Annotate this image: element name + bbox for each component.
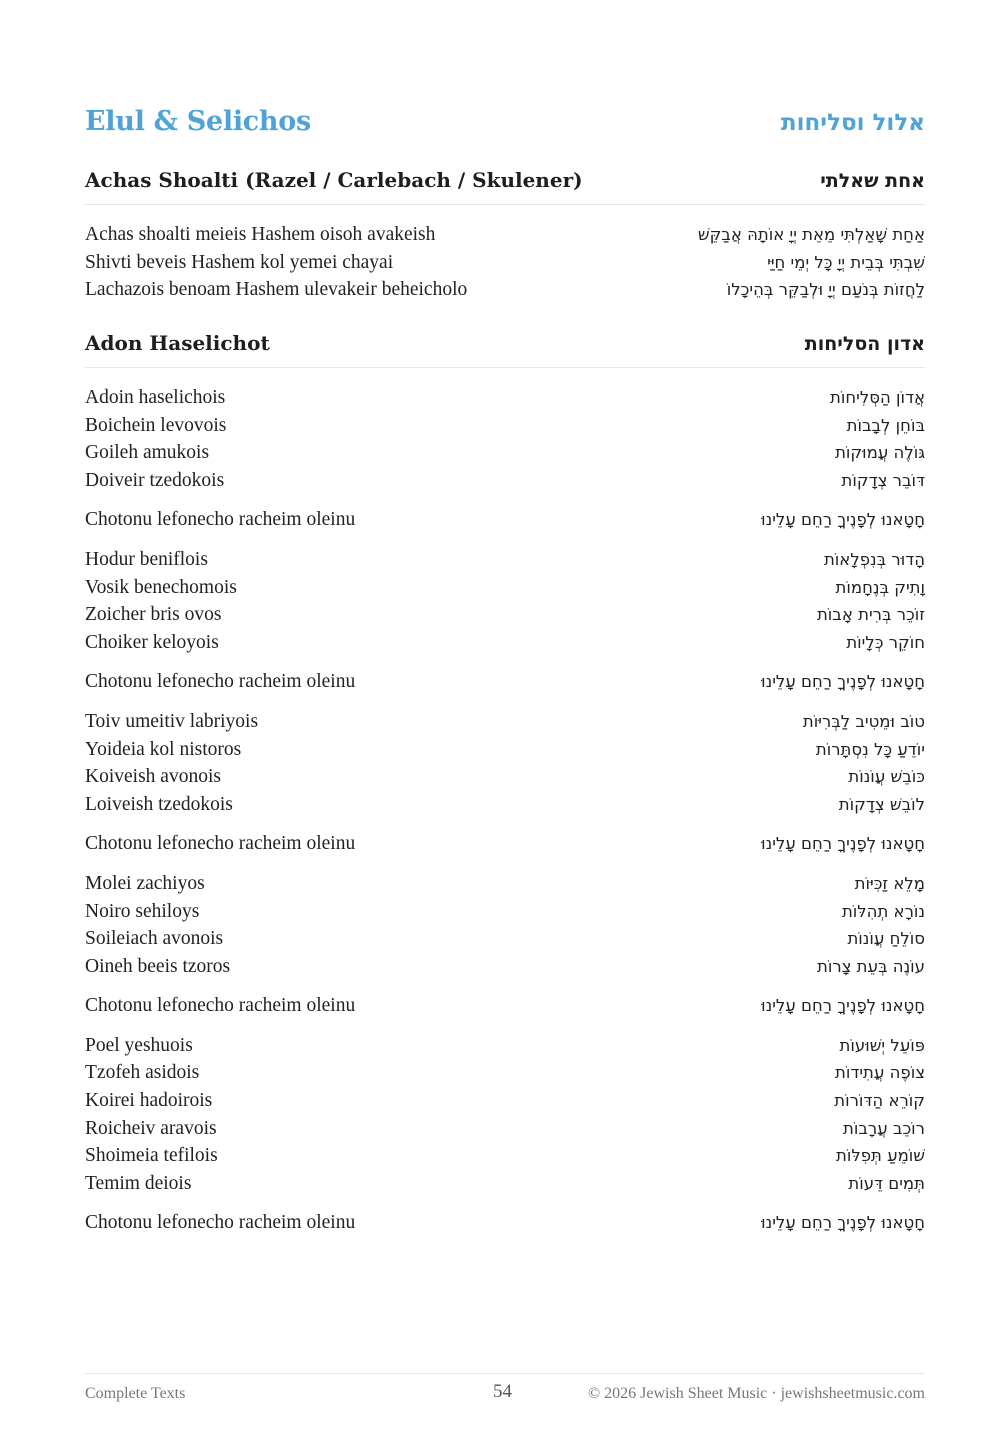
lyric-transliteration: Choiker keloyois	[85, 631, 219, 653]
lyric-transliteration: Chotonu lefonecho racheim oleinu	[85, 833, 356, 855]
stanza	[85, 384, 925, 494]
lyric-hebrew: חוֹקֵר כְּלָיוֹת	[846, 632, 925, 652]
lyric-hebrew: הָדוּר בְּנִפְלָאוֹת	[823, 549, 925, 569]
page-header	[85, 106, 925, 146]
lyric-hebrew: חָטָאנוּ לְפָנֶיךָ רַחֵם עָלֵינוּ	[761, 834, 925, 854]
lyric-hebrew: וָתִיק בְּנֶחָמוֹת	[835, 577, 925, 597]
page-footer	[85, 1373, 925, 1414]
lyric-transliteration: Koiveish avonois	[85, 766, 221, 788]
lyric-hebrew: אַחַת שָׁאַלְתִּי מֵאֵת יְיָ אוֹתָהּ אֲבַקֵּשׁ	[697, 225, 925, 244]
lyric-hebrew: נוֹרָא תְהִלּוֹת	[841, 901, 925, 921]
lyric-line	[85, 439, 925, 467]
lyric-line	[85, 1170, 925, 1198]
lyric-transliteration: Roicheiv aravois	[85, 1117, 217, 1139]
lyric-line	[85, 870, 925, 898]
lyric-line	[85, 601, 925, 629]
lyric-transliteration: Poel yeshuois	[85, 1034, 193, 1056]
lyric-hebrew: שִׁבְתִּי בְּבֵית יְיָ כָּל יְמֵי חַיַּי	[767, 252, 925, 272]
lyric-transliteration: Hodur beniflois	[85, 548, 208, 570]
lyric-hebrew: עוֹנֶה בְּעֵת צָרוֹת	[816, 956, 925, 976]
lyric-line	[85, 384, 925, 412]
lyric-transliteration: Toiv umeitiv labriyois	[85, 710, 259, 732]
song-title-english: Adon Haselichot	[85, 331, 270, 355]
lyric-hebrew: תְּמִים דֵּעוֹת	[848, 1173, 925, 1193]
lyric-line	[85, 1087, 925, 1115]
stanza	[85, 546, 925, 656]
song-header	[85, 331, 925, 368]
lyric-hebrew: גּוֹלֶה עֲמוּקוֹת	[835, 443, 925, 463]
song-title-english: Achas Shoalti (Razel / Carlebach / Skulener)	[85, 168, 583, 192]
song-title-hebrew: אדון הסליחות	[804, 333, 925, 355]
lyric-transliteration: Shoimeia tefilois	[85, 1145, 218, 1167]
song-adon-haselichot	[85, 331, 925, 1237]
lyric-hebrew: רוֹכֵב עֲרָבוֹת	[842, 1118, 925, 1138]
lyric-hebrew: זוֹכֵר בְּרִית אָבוֹת	[816, 605, 925, 625]
stanza	[85, 870, 925, 980]
lyric-line	[85, 791, 925, 819]
lyric-line	[85, 668, 925, 696]
stanza	[85, 708, 925, 818]
lyric-transliteration: Zoicher bris ovos	[85, 604, 222, 626]
lyric-hebrew: סוֹלֵחַ עֲוֹנוֹת	[847, 929, 925, 949]
lyric-line	[85, 221, 925, 249]
lyric-transliteration: Yoideia kol nistoros	[85, 738, 242, 760]
lyric-transliteration: Temim deiois	[85, 1172, 192, 1194]
lyric-transliteration: Vosik benechomois	[85, 576, 237, 598]
lyric-hebrew: אֲדוֹן הַסְּלִיחוֹת	[830, 388, 925, 407]
lyric-transliteration: Tzofeh asidois	[85, 1062, 200, 1084]
lyric-hebrew: יוֹדֵעַ כָּל נִסְתָּרוֹת	[815, 739, 925, 759]
page-title-hebrew: אלול וסליחות	[780, 110, 925, 136]
stanza	[85, 1032, 925, 1198]
lyric-line	[85, 276, 925, 304]
lyric-hebrew: חָטָאנוּ לְפָנֶיךָ רַחֵם עָלֵינוּ	[761, 996, 925, 1016]
lyric-line	[85, 830, 925, 858]
lyric-hebrew: חָטָאנוּ לְפָנֶיךָ רַחֵם עָלֵינוּ	[761, 672, 925, 692]
lyric-line	[85, 1032, 925, 1060]
stanza	[85, 221, 925, 304]
lyric-line	[85, 736, 925, 764]
lyric-line	[85, 467, 925, 495]
lyric-hebrew: חָטָאנוּ לְפָנֶיךָ רַחֵם עָלֵינוּ	[761, 510, 925, 530]
lyric-transliteration: Chotonu lefonecho racheim oleinu	[85, 671, 356, 693]
song-achas-shoalti	[85, 168, 925, 304]
lyric-hebrew: טוֹב וּמֵטִיב לַבְּרִיּוֹת	[802, 711, 925, 731]
lyric-line	[85, 546, 925, 574]
lyric-line	[85, 763, 925, 791]
page-number: 54	[493, 1381, 512, 1402]
song-header	[85, 168, 925, 205]
lyric-line	[85, 992, 925, 1020]
lyric-line	[85, 953, 925, 981]
lyric-line	[85, 506, 925, 534]
lyric-hebrew: שׁוֹמֵעַ תְּפִלּוֹת	[836, 1146, 925, 1166]
lyric-line	[85, 629, 925, 657]
lyric-transliteration: Soileiach avonois	[85, 928, 224, 950]
lyric-transliteration: Shivti beveis Hashem kol yemei chayai	[85, 251, 394, 273]
lyric-line	[85, 574, 925, 602]
lyric-hebrew: לַחֲזוֹת בְּנֹעַם יְיָ וּלְבַקֵּר בְּהֵיכָלוֹ	[726, 280, 925, 300]
lyric-hebrew: לוֹבֵשׁ צְדָקוֹת	[838, 794, 925, 814]
lyric-hebrew: מָלֵא זַכִּיּוֹת	[854, 873, 925, 893]
refrain	[85, 830, 925, 858]
lyric-hebrew: חָטָאנוּ לְפָנֶיךָ רַחֵם עָלֵינוּ	[761, 1213, 925, 1233]
lyric-transliteration: Chotonu lefonecho racheim oleinu	[85, 995, 356, 1017]
lyric-transliteration: Noiro sehiloys	[85, 900, 200, 922]
lyric-hebrew: קוֹרֵא הַדּוֹרוֹת	[834, 1091, 925, 1111]
lyric-line	[85, 249, 925, 277]
lyric-transliteration: Lachazois benoam Hashem ulevakeir beheicholo	[85, 279, 468, 301]
footer-copyright: © 2026 Jewish Sheet Music · jewishsheetmusic.com	[588, 1385, 925, 1402]
lyric-transliteration: Koirei hadoirois	[85, 1090, 213, 1112]
lyric-transliteration: Adoin haselichois	[85, 387, 226, 408]
lyric-hebrew: בּוֹחֵן לְבָבוֹת	[846, 415, 925, 435]
lyric-hebrew: דּוֹבֵר צְדָקוֹת	[841, 470, 925, 490]
refrain	[85, 506, 925, 534]
song-title-hebrew: אחת שאלתי	[820, 170, 925, 192]
refrain	[85, 1209, 925, 1237]
lyric-transliteration: Chotonu lefonecho racheim oleinu	[85, 509, 356, 531]
lyric-hebrew: פּוֹעֵל יְשׁוּעוֹת	[839, 1035, 925, 1055]
lyric-line	[85, 1115, 925, 1143]
lyric-line	[85, 1209, 925, 1237]
refrain	[85, 992, 925, 1020]
page-title-english: Elul & Selichos	[85, 106, 311, 137]
lyric-line	[85, 412, 925, 440]
lyric-transliteration: Doiveir tzedokois	[85, 469, 225, 491]
lyric-transliteration: Oineh beeis tzoros	[85, 955, 231, 977]
lyric-transliteration: Boichein levovois	[85, 414, 227, 436]
refrain	[85, 668, 925, 696]
lyric-transliteration: Achas shoalti meieis Hashem oisoh avakeish	[85, 224, 436, 245]
lyric-line	[85, 708, 925, 736]
lyric-hebrew: צוֹפֶה עֲתִידוֹת	[835, 1063, 925, 1083]
lyric-line	[85, 1142, 925, 1170]
lyric-line	[85, 898, 925, 926]
lyric-transliteration: Goileh amukois	[85, 442, 210, 464]
lyric-transliteration: Chotonu lefonecho racheim oleinu	[85, 1212, 356, 1234]
lyric-transliteration: Molei zachiyos	[85, 872, 205, 894]
lyric-line	[85, 1059, 925, 1087]
lyric-line	[85, 925, 925, 953]
footer-section-label: Complete Texts	[85, 1385, 186, 1402]
lyric-hebrew: כּוֹבֵשׁ עֲוֹנוֹת	[848, 767, 925, 787]
lyric-transliteration: Loiveish tzedokois	[85, 793, 233, 815]
